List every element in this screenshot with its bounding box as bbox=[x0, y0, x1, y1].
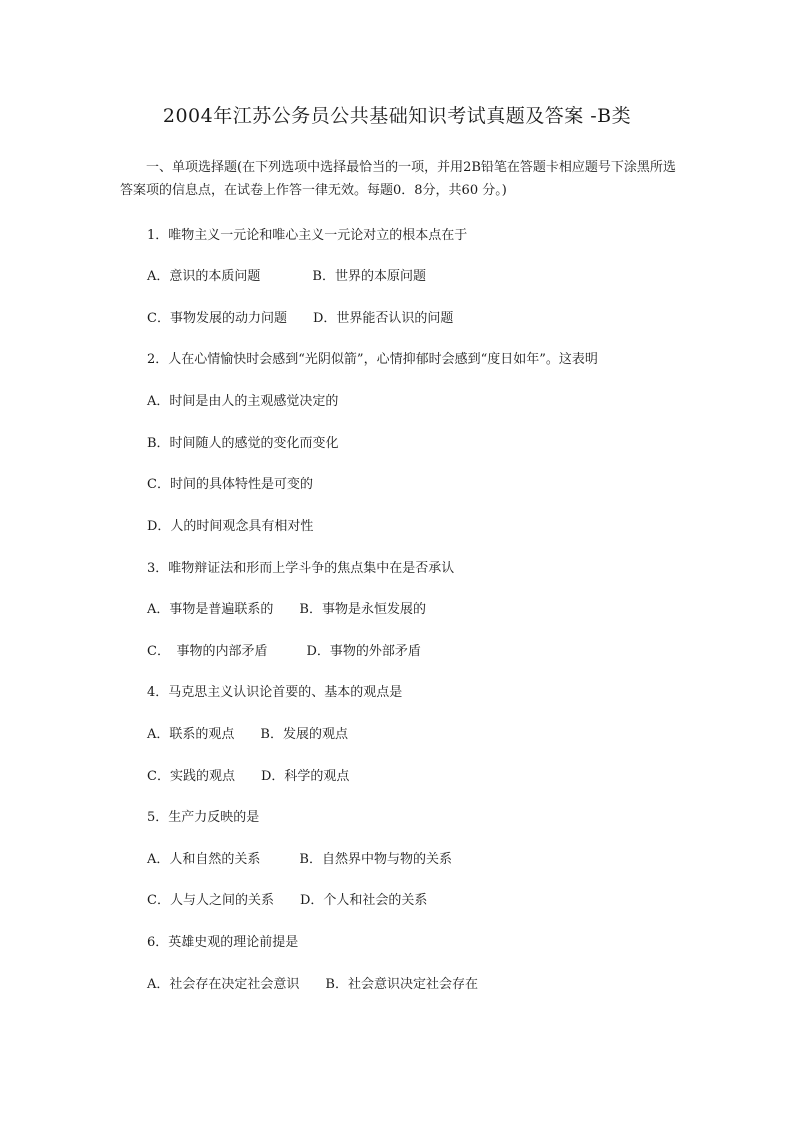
section-intro bbox=[120, 156, 680, 202]
question-5-options-cd: C．人与人之间的关系 D．个人和社会的关系 bbox=[147, 893, 428, 908]
question-5: 5．生产力反映的是 bbox=[147, 810, 260, 825]
question-4-options-ab: A．联系的观点 B．发展的观点 bbox=[147, 727, 348, 742]
question-3-options-cd: C． 事物的内部矛盾 D．事物的外部矛盾 bbox=[147, 644, 421, 659]
question-2-option-b: B．时间随人的感觉的变化而变化 bbox=[147, 436, 339, 451]
question-6: 6．英雄史观的理论前提是 bbox=[147, 935, 299, 950]
question-1: 1．唯物主义一元论和唯心主义一元论对立的根本点在于 bbox=[147, 228, 468, 243]
question-1-options-cd: C．事物发展的动力问题 D．世界能否认识的问题 bbox=[147, 311, 454, 326]
question-1-options-ab: A．意识的本质问题 B．世界的本原问题 bbox=[147, 269, 426, 284]
document-title: 2004年江苏公务员公共基础知识考试真题及答案 -B类 bbox=[162, 105, 632, 127]
question-4: 4．马克思主义认识论首要的、基本的观点是 bbox=[147, 685, 403, 700]
question-4-options-cd: C．实践的观点 D．科学的观点 bbox=[147, 769, 350, 784]
question-2: 2．人在心情愉快时会感到“光阴似箭”，心情抑郁时会感到“度日如年”。这表明 bbox=[147, 352, 598, 367]
question-5-options-ab: A．人和自然的关系 B．自然界中物与物的关系 bbox=[147, 852, 452, 867]
question-2-option-c: C．时间的具体特性是可变的 bbox=[147, 477, 313, 492]
question-2-option-d: D．人的时间观念具有相对性 bbox=[147, 519, 314, 534]
section-intro-text: 一、单项选择题(在下列选项中选择最恰当的一项，并用2B铅笔在答题卡相应题号下涂黑所选答案项的信息点，在试卷上作答一律无效。每题0．8分，共60 分。) bbox=[120, 160, 676, 198]
question-2-option-a: A．时间是由人的主观感觉决定的 bbox=[147, 394, 339, 409]
question-3-options-ab: A．事物是普遍联系的 B．事物是永恒发展的 bbox=[147, 602, 426, 617]
question-3: 3．唯物辩证法和形而上学斗争的焦点集中在是否承认 bbox=[147, 561, 455, 576]
question-6-options-ab: A．社会存在决定社会意识 B．社会意识决定社会存在 bbox=[147, 977, 478, 992]
